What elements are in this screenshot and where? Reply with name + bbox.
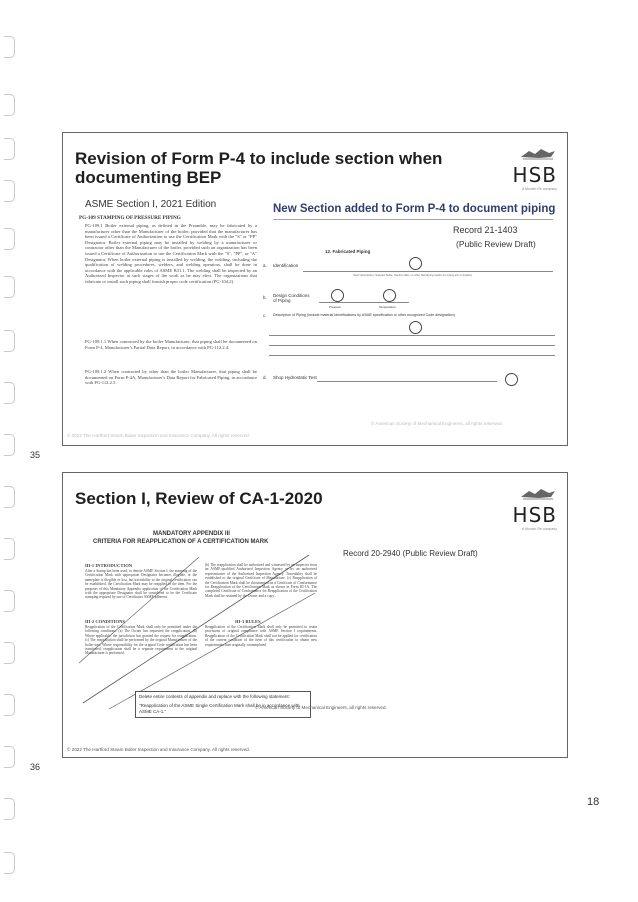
slide-35 [62, 132, 568, 446]
copyright-left: © 2022 The Hartford Steam Boiler Inspection and Insurance Company. All rights reserved. [67, 747, 250, 752]
item-d-marker: d. [263, 375, 267, 380]
binder-ring [4, 228, 15, 250]
temperature-label: Temperature [379, 305, 396, 309]
form-line [269, 345, 555, 346]
left-heading: ASME Section I, 2021 Edition [85, 199, 217, 210]
iii-right-text: (b) The reapplication shall be authorized and witnessed by an Inspector from an ASME-qualified Authorized Inspection Agency or by an authorized representative of the Authorized Inspection Agency. Traceability shall be established to the original Certificate of Manufacture. (c) Reapplication of the Certification Mark shall be documented on a Certificate of Conformance for Reapplication of the Certification Mark as shown in Form III-1A. The completed Certificate of Conformance for Reapplication of the Certification Mark shall be retained by the Owner and a copy. [205, 563, 317, 598]
binder-ring [4, 330, 15, 352]
bird-logo-icon [503, 487, 557, 503]
binder-ring [4, 180, 15, 202]
iii-1-text: After a Stamp has been used, to denote ASME Section I, the meaning of the Certification Mark with appropriate Designator becomes illegible, or the nameplate is illegible or lost, but traceability to the original certification can be established, the Certification Mark may be reapplied to the item. For the purposes of this Mandatory Appendix application of the Certification Mark with the appropriate Designator shall be considered to be the Certificate stamping required by one of Certificates ASME adherent. [85, 569, 197, 600]
binder-ring [4, 36, 15, 58]
appendix-subtitle: CRITERIA FOR REAPPLICATION OF A CERTIFICATION MARK [93, 539, 269, 545]
pg-109-1-2-text: PG-109.1.2 When contracted by other than the boiler Manufacturer, that piping shall be documented on Form P-4A, Manufacturer's Data Report for Fabricated Piping, in accordance with PG-112.2.5. [85, 369, 257, 386]
iii-1-heading: III-1 INTRODUCTION [85, 563, 133, 568]
item-b-label: Design Conditions of Piping [273, 293, 310, 303]
binder-ring [4, 798, 15, 820]
item-a-note: (brief description, Subpart Table, Section Wel, or other identifying marks for piping job or details) [353, 273, 472, 277]
iii-3-text: Reapplication of the Certification Mark shall only be permitted to retain provisions of original compliance with ASME Section I requirements. Reapplication of the Certification Mark shall not be applied for certification of the current condition of the item of this certification to obtain new requirements than originally contemplated. [205, 625, 317, 647]
pg-109-1-text: PG-109.1 Boiler external piping, as defined in the Preamble, may be fabricated by a manufacturer other than the Manufacturer of the boiler, provided that the manufacturer has been issued a Certificate of Authorization to use the Certification Mark with the "S" or "PP" Designator. Boiler external piping may be installed by welding by a manufacturer or contractor other than the Manufacturer of the boiler, provided such an organization has been issued a Certificate of Authorization to use the Certification Mark with the "S", "PP", or "A" Designator. When boiler external piping is installed by welding, the welding, including the qualification of welding procedures, welders, and welding operators, shall be done in accordance with the applicable rules of ASME B31.1. The welding shall be inspected by an Authorized Inspector at such stages of the work as he may elect. The organizations that fabricate or install such piping shall furnish proper code certification (PG-104.2). [85, 223, 257, 284]
item-c-marker: c. [263, 313, 267, 318]
iii-2-text: Reapplication of the Certification Mark shall only be permitted under the following conditions: (a) The Owner has requested the reapplication. (b) Where applicable, the jurisdiction has granted the request for reapplication. (c) The reapplication shall be performed by the original Manufacturer of the boiler unit. Where responsibility for the original Code certification has been transferred, reapplication shall be a separate requirement to the original Manufacturer is performed. [85, 625, 197, 656]
field-circle [505, 373, 518, 386]
binder-ring [4, 590, 15, 612]
form-section-title: 12. Fabricated Piping [325, 249, 371, 254]
right-heading: New Section added to Form P-4 to document piping [273, 203, 556, 215]
binder-ring [4, 746, 15, 768]
iii-2-heading: III-2 CONDITIONS [85, 619, 125, 624]
bird-logo-icon [503, 147, 557, 163]
logo-text: HSB [512, 503, 557, 527]
binder-ring [4, 694, 15, 716]
field-circle [409, 321, 422, 334]
binder-ring [4, 852, 15, 874]
item-d-label: Shop Hydrostatic Test [273, 375, 317, 380]
binder-ring [4, 94, 15, 116]
form-line [317, 381, 497, 382]
hsb-logo [503, 147, 557, 191]
temperature-circle [383, 289, 396, 302]
binder-ring [4, 138, 15, 160]
appendix-title: MANDATORY APPENDIX III [153, 531, 230, 537]
item-a-label: Identification [273, 263, 299, 268]
slide-title: Section I, Review of CA-1-2020 [75, 489, 323, 508]
item-a-marker: a. [263, 263, 267, 268]
section-label: PG-109 STAMPING OF PRESSURE PIPING [79, 215, 181, 221]
binder-ring [4, 276, 15, 298]
form-line [269, 355, 555, 356]
copyright-right: © American Society of Mechanical Engineers, all rights reserved. [371, 421, 503, 426]
slide-number: 35 [30, 450, 41, 460]
binder-ring [4, 642, 15, 664]
pg-109-1-1-text: PG-109.1.1 When contracted by the boiler Manufacturer, that piping shall be documented on Form P-4, Manufacturer's Partial Data Report, in accordance with PG-112.2.4. [85, 339, 257, 350]
copyright-left: © 2022 The Hartford Steam Boiler Inspection and Insurance Company. All rights reserved. [67, 433, 250, 438]
binder-ring [4, 382, 15, 404]
record-number: Record 20-2940 (Public Review Draft) [343, 549, 478, 558]
pressure-label: Pressure [329, 305, 342, 309]
heading-underline [273, 219, 553, 220]
logo-subtext: A Munich Re company [521, 527, 557, 531]
review-status: (Public Review Draft) [456, 239, 536, 249]
pressure-circle [331, 289, 344, 302]
record-number: Record 21-1403 [453, 225, 518, 235]
slide-36 [62, 472, 568, 758]
item-b-marker: b. [263, 295, 267, 300]
form-line [319, 302, 409, 303]
binder-ring [4, 486, 15, 508]
callout-instruction: Delete entire contents of appendix and replace with the following statement: [139, 694, 290, 699]
hsb-logo [503, 487, 557, 531]
page-number: 18 [587, 796, 600, 808]
slide-number: 36 [30, 762, 41, 772]
item-c-label: Description of Piping (include material identifications by ASME specification or other recognized Code designation) [273, 313, 455, 317]
form-line [269, 335, 555, 336]
copyright-right: © American Society of Mechanical Engineers, all rights reserved. [255, 705, 387, 710]
logo-subtext: A Munich Re company [521, 187, 557, 191]
form-line [303, 271, 553, 272]
binder-ring [4, 434, 15, 456]
iii-3-heading: III-3 RULES [235, 619, 261, 624]
field-circle [409, 257, 422, 270]
logo-text: HSB [512, 163, 557, 187]
slide-title: Revision of Form P-4 to include section when documenting BEP [75, 149, 443, 187]
binder-ring [4, 538, 15, 560]
callout-replacement: "Reapplication of the ASME Single Certification Mark shall be in accordance with ASME CA-1." [139, 703, 300, 714]
